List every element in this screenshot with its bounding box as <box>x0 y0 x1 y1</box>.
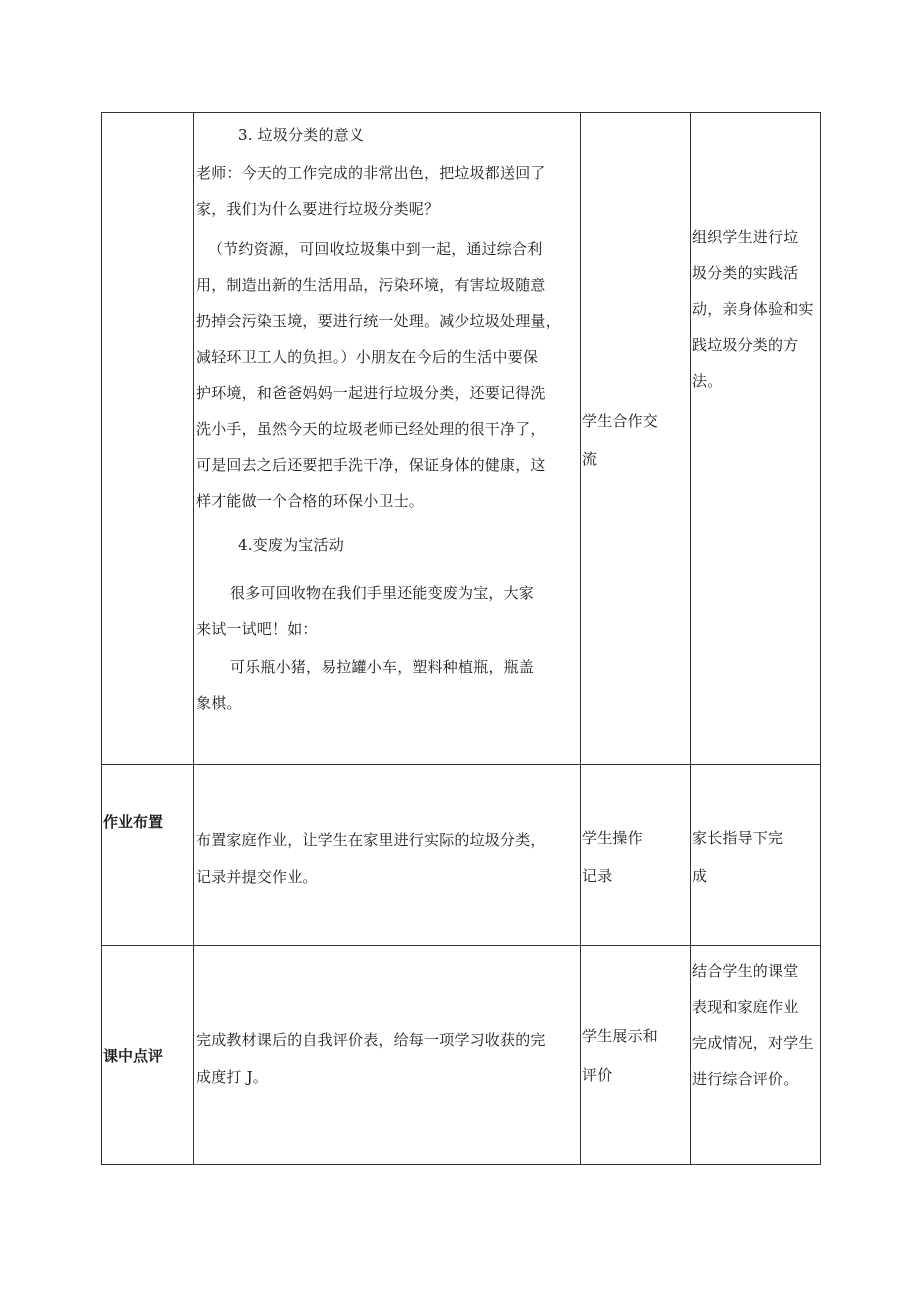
student-activity-line: 学生操作 <box>582 829 643 847</box>
paragraph-line: 洗小手，虽然今天的垃圾老师已经处理的很干净了， <box>196 420 546 438</box>
design-intent-line: 家长指导下完 <box>692 829 784 847</box>
paragraph-line: 布置家庭作业，让学生在家里进行实际的垃圾分类， <box>196 831 546 849</box>
teaching-content-cell <box>194 113 581 765</box>
section-heading: 4.变废为宝活动 <box>238 536 344 554</box>
row-label: 课中点评 <box>103 1047 164 1065</box>
student-activity-line: 评价 <box>582 1066 613 1084</box>
paragraph-line: 象棋。 <box>196 694 242 712</box>
student-activity-line: 学生展示和 <box>582 1027 659 1045</box>
paragraph-line: 家，我们为什么要进行垃圾分类呢？ <box>196 200 440 218</box>
paragraph-line: 可乐瓶小猪，易拉罐小车，塑料种植瓶，瓶盖 <box>230 658 535 676</box>
paragraph-line: 扔掉会污染玉境，要进行统一处理。减少垃圾处理量， <box>196 312 561 330</box>
paragraph-line: 来试一试吧！如： <box>196 620 318 638</box>
paragraph-line: 用，制造出新的生活用品，污染环境，有害垃圾随意 <box>196 276 546 294</box>
row-label-cell <box>102 765 194 946</box>
lesson-plan-table <box>101 112 821 1165</box>
design-intent-line: 结合学生的课堂 <box>692 962 799 980</box>
table-row <box>102 946 821 1165</box>
design-intent-cell <box>691 765 821 946</box>
design-intent-line: 动，亲身体验和实 <box>692 300 814 318</box>
paragraph-line: （节约资源，可回收垃圾集中到一起，通过综合利 <box>208 240 543 258</box>
design-intent-line: 圾分类的实践活 <box>692 264 799 282</box>
design-intent-line: 表现和家庭作业 <box>692 998 799 1016</box>
paragraph-line: 可是回去之后还要把手洗干净，保证身体的健康，这 <box>196 456 546 474</box>
design-intent-line: 成 <box>692 867 708 885</box>
design-intent-line: 践垃圾分类的方 <box>692 336 799 354</box>
design-intent-cell <box>691 946 821 1165</box>
design-intent-line: 法。 <box>692 372 723 390</box>
teaching-content-cell <box>194 765 581 946</box>
paragraph-line: 成度打 J。 <box>196 1068 268 1086</box>
paragraph-line: 护环境，和爸爸妈妈一起进行垃圾分类，还要记得洗 <box>196 384 546 402</box>
row-label-cell <box>102 113 194 765</box>
student-activity-cell <box>581 946 691 1165</box>
section-heading: 3. 垃圾分类的意义 <box>238 126 365 144</box>
design-intent-line: 组织学生进行垃 <box>692 228 799 246</box>
table-row <box>102 113 821 765</box>
design-intent-cell <box>691 113 821 765</box>
paragraph-line: 完成教材课后的自我评价表，给每一项学习收获的完 <box>196 1031 546 1049</box>
student-activity-cell <box>581 113 691 765</box>
paragraph-line: 记录并提交作业。 <box>196 868 318 886</box>
table-row <box>102 765 821 946</box>
student-activity-line: 学生合作交 <box>582 412 659 430</box>
student-activity-line: 流 <box>582 450 598 468</box>
paragraph-line: 老师：今天的工作完成的非常出色，把垃圾都送回了 <box>196 164 546 182</box>
teaching-content-cell <box>194 946 581 1165</box>
student-activity-cell <box>581 765 691 946</box>
paragraph-line: 减轻环卫工人的负担。）小朋友在今后的生活中要保 <box>196 348 539 366</box>
design-intent-line: 完成情况，对学生 <box>692 1034 814 1052</box>
student-activity-line: 记录 <box>582 867 613 885</box>
paragraph-line: 样才能做一个合格的环保小卫士。 <box>196 492 425 510</box>
row-label-cell <box>102 946 194 1165</box>
row-label: 作业布置 <box>103 813 164 831</box>
paragraph-line: 很多可回收物在我们手里还能变废为宝，大家 <box>230 584 535 602</box>
design-intent-line: 进行综合评价。 <box>692 1070 799 1088</box>
